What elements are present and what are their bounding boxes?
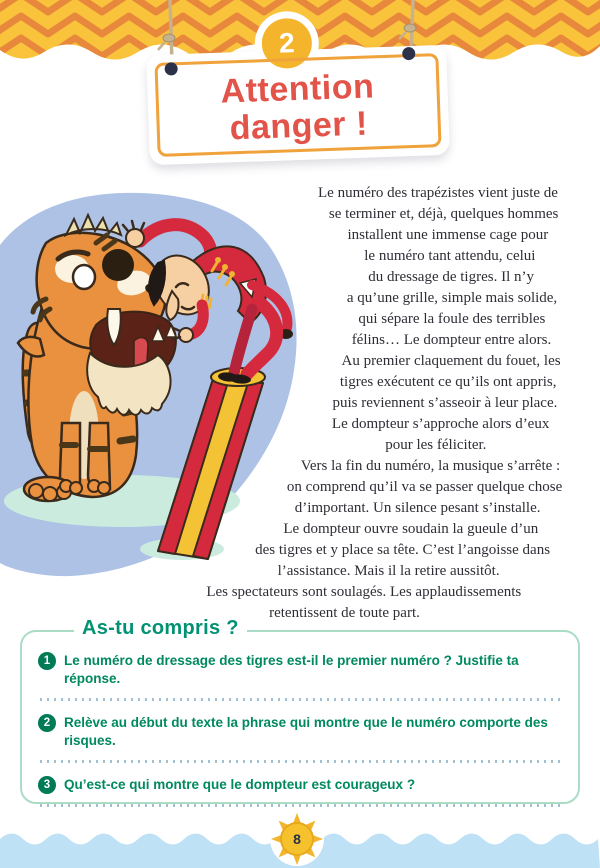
answer-line[interactable] [40, 698, 560, 701]
story-line: a qu’une grille, simple mais solide, [346, 290, 558, 306]
story-line: Vers la fin du numéro, la musique s’arrête : [300, 458, 561, 474]
story-line: Les spectateurs sont soulagés. Les applaudissements [206, 584, 522, 600]
lesson-number: 2 [278, 27, 296, 59]
story-line: Le numéro des trapézistes vient juste de [318, 185, 558, 201]
story-text [20, 183, 584, 624]
question-3 [38, 776, 562, 794]
question-number-badge: 1 [38, 652, 56, 670]
story-line: retentissent de toute part. [269, 605, 420, 621]
title-line-2: danger ! [229, 104, 369, 148]
story-line: installent une immense cage pour [347, 227, 549, 243]
story-line: qui sépare la foule des terribles [358, 311, 546, 327]
comprehension-box [20, 617, 580, 804]
story-line: du dressage de tigres. Il n’y [368, 269, 535, 285]
story-line: Le dompteur ouvre soudain la gueule d’un [283, 521, 539, 537]
page-number: 8 [293, 831, 301, 847]
page-title [146, 45, 450, 165]
story-line: pour les féliciter. [385, 437, 487, 453]
story-line: se terminer et, déjà, quelques hommes [328, 206, 559, 222]
question-number-badge: 2 [38, 714, 56, 732]
comprehension-title: As-tu compris ? [74, 617, 247, 640]
question-1 [38, 652, 562, 688]
title-line-1: Attention [219, 67, 375, 111]
story-line: Le dompteur s’approche alors d’eux [331, 416, 550, 432]
story-line: le numéro tant attendu, celui [364, 248, 536, 264]
story-line: des tigres et y place sa tête. C’est l’angoisse dans [255, 542, 551, 558]
story-line: Au premier claquement du fouet, les [341, 353, 561, 369]
story-line: félins… Le dompteur entre alors. [351, 332, 552, 348]
question-number-badge: 3 [38, 776, 56, 794]
question-text: Qu’est-ce qui montre que le dompteur est courageux ? [64, 777, 416, 792]
question-text: Le numéro de dressage des tigres est-il le premier numéro ? Justifie ta réponse. [64, 653, 519, 686]
question-text: Relève au début du texte la phrase qui montre que le numéro comporte des risques. [64, 715, 548, 748]
story-line: on comprend qu’il va se passer quelque chose [286, 479, 563, 495]
bottom-wave [0, 808, 600, 868]
answer-line[interactable] [40, 760, 560, 763]
story-line: d’important. Un silence pesant s’installe. [294, 500, 541, 516]
story-line: puis reviennent s’asseoir à leur place. [332, 395, 558, 411]
story-line: l’assistance. Mais il la retire aussitôt. [277, 563, 500, 579]
lesson-sign [146, 27, 450, 165]
story-line: tigres exécutent ce qu’ils ont appris, [339, 374, 557, 390]
answer-line[interactable] [40, 804, 560, 807]
question-2 [38, 714, 562, 750]
